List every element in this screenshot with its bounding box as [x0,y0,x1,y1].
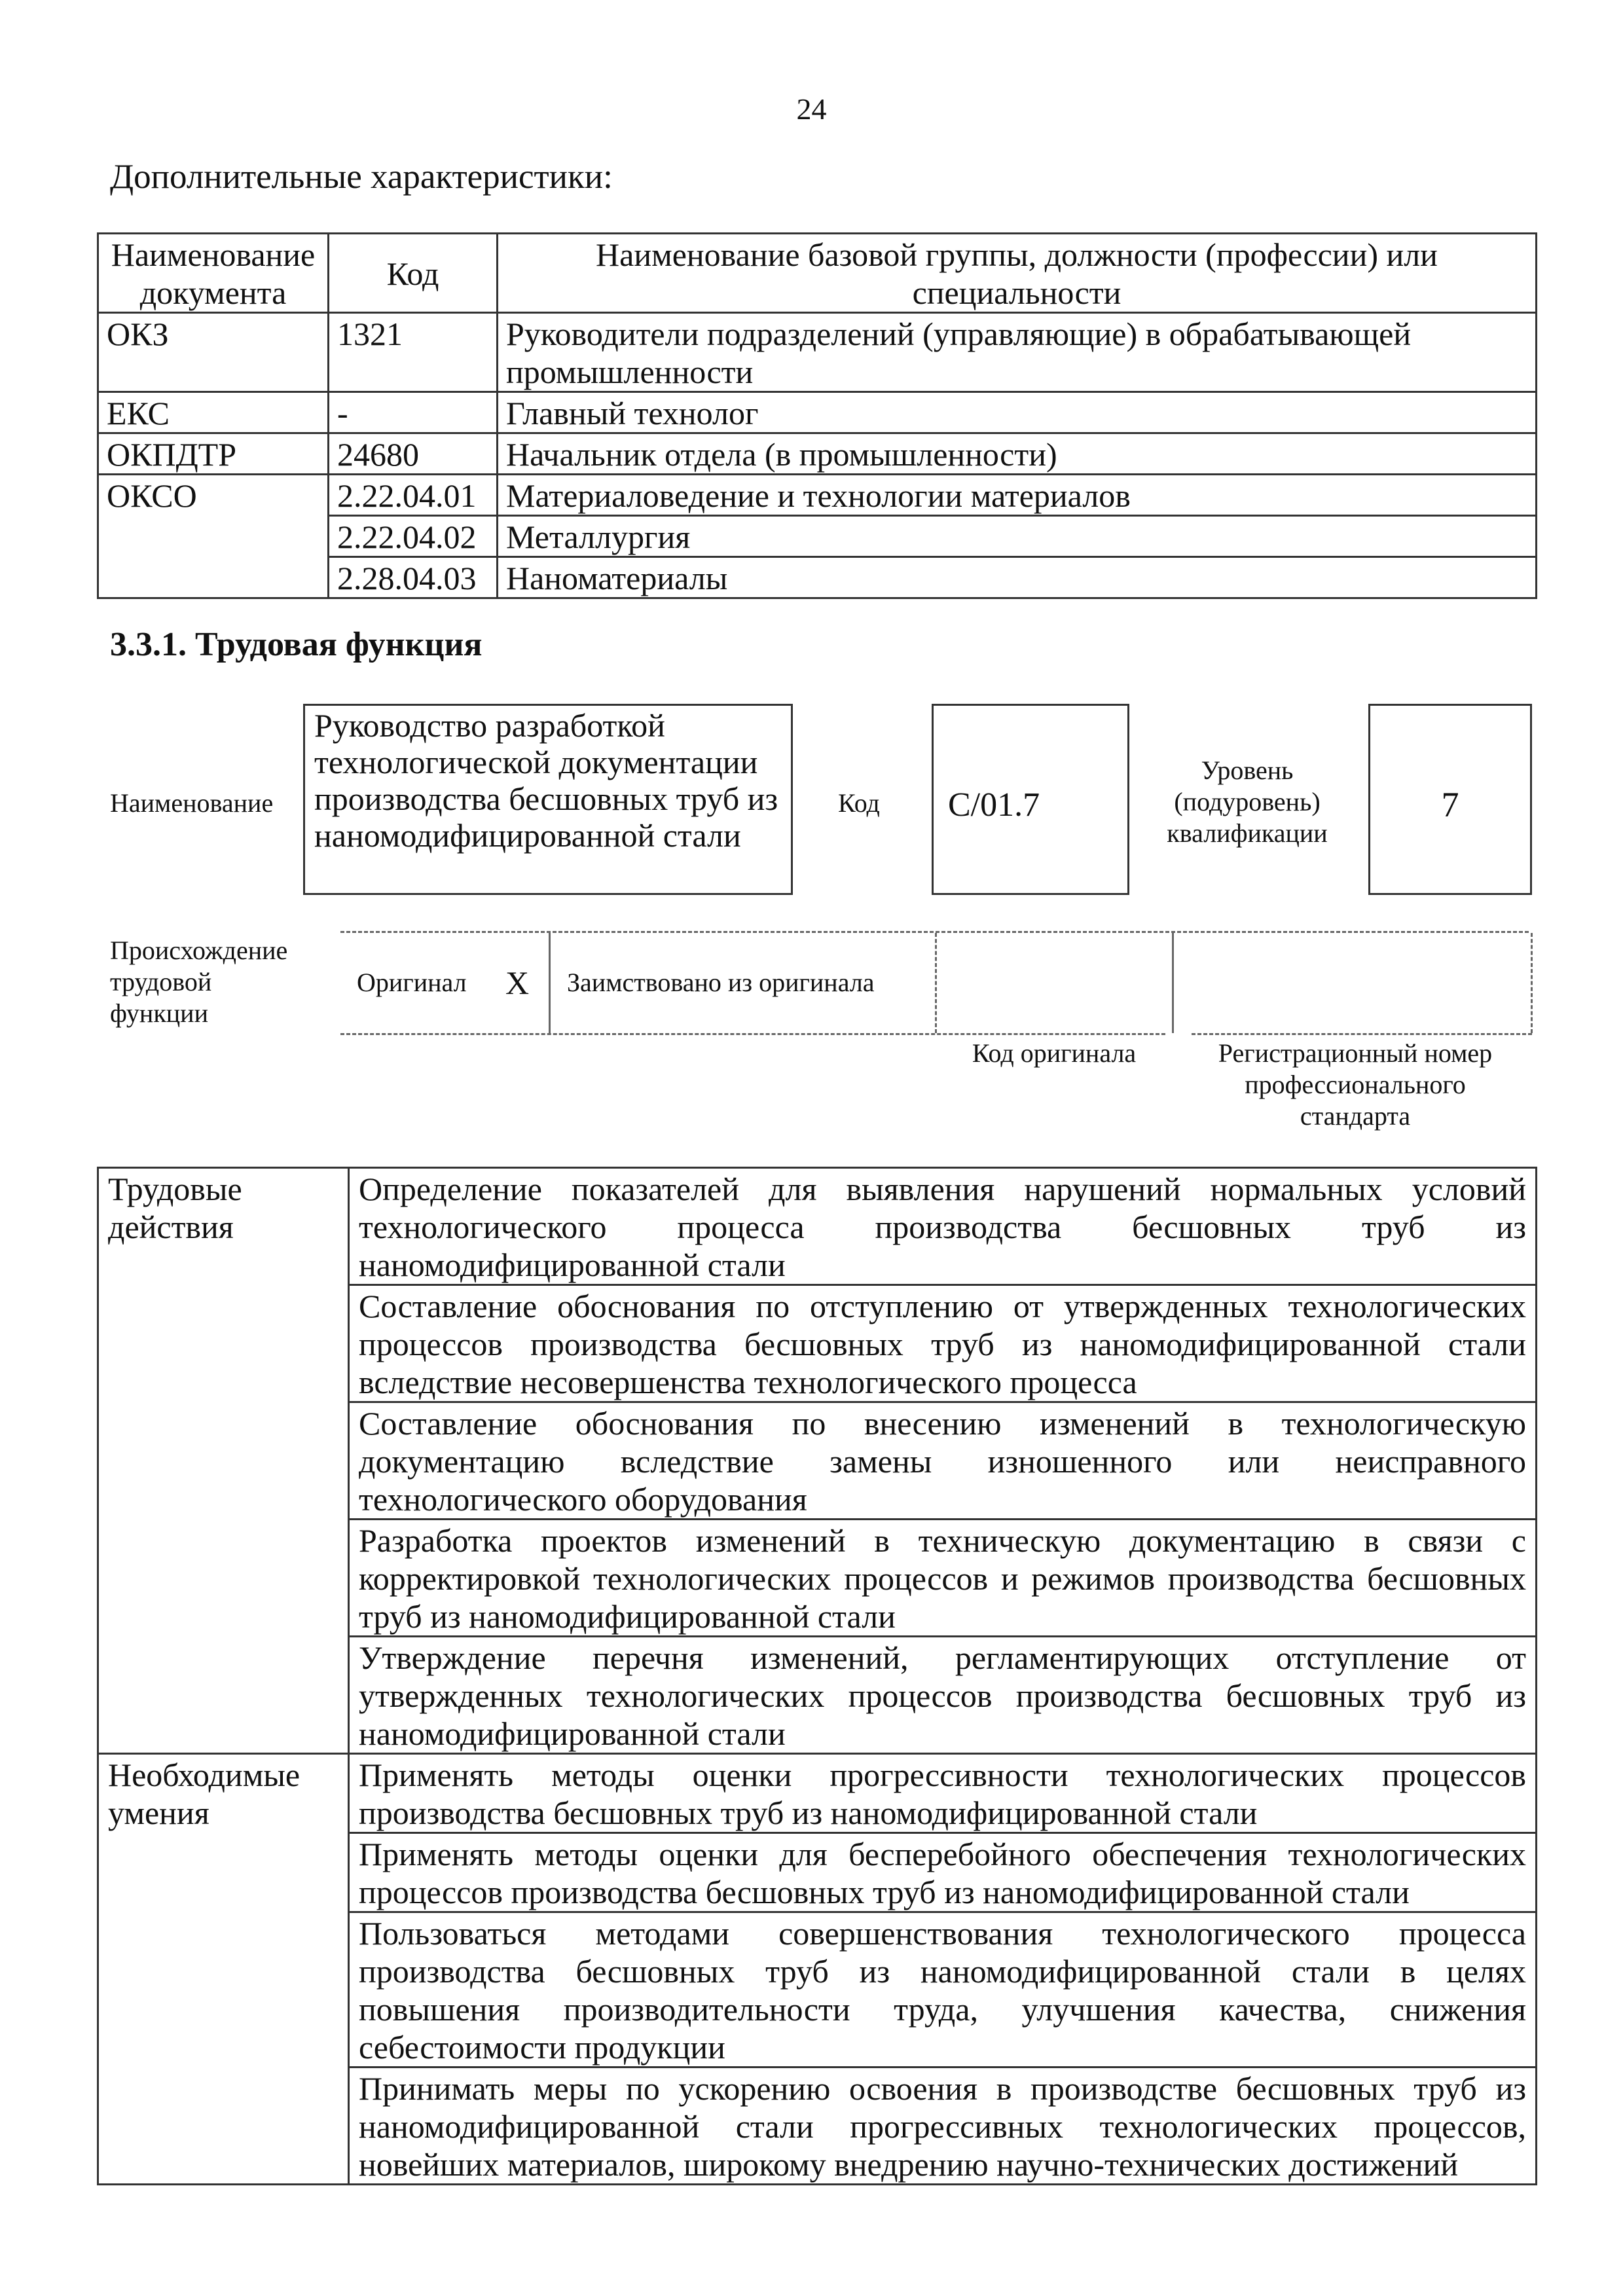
row-code: 24680 [329,433,498,475]
row-name: Материаловедение и технологии материалов [498,475,1537,516]
row-code: - [329,392,498,433]
row-code: 1321 [329,313,498,392]
row-name: Металлургия [498,516,1537,557]
skill-item: Применять методы оценки прогрессивности технологических процессов производства бесшовных труб из наномодифицированной стали [349,1754,1537,1833]
origin-divider [1531,933,1533,1033]
original-code-label: Код оригинала [972,1038,1137,1068]
qualification-level-box [1368,704,1532,895]
header-name: Наименование базовой группы, должности (профессии) или специальности [498,234,1537,313]
table-row [98,313,1537,392]
action-item: Составление обоснования по отступлению от утвержденных технологических процессов производства бесшовных труб из наномодифицированной стали вследствие несовершенства технологического процесса [349,1285,1537,1402]
origin-bottom-border [1192,1033,1532,1035]
origin-divider [935,933,937,1033]
table-row [98,475,1537,516]
origin-bottom-border [340,1033,1165,1035]
origin-divider [1172,933,1174,1033]
function-details-table [97,1167,1537,2185]
skill-item: Принимать меры по ускорению освоения в производстве бесшовных труб из наномодифицированной стали прогрессивных технологических процессов, новейших материалов, широкому внедрению научно-технических достижений [349,2068,1537,2185]
origin-label: Происхождение трудовой функции [110,936,288,1028]
name-label: Наименование [110,788,274,818]
function-name-box [303,704,793,895]
actions-label: Трудовые действия [98,1168,349,1754]
row-name: Главный технолог [498,392,1537,433]
qualification-level-label: Уровень (подуровень) квалификации [1167,756,1328,848]
row-name: Начальник отдела (в промышленности) [498,433,1537,475]
table-header-row [98,234,1537,313]
additional-characteristics-title: Дополнительные характеристики: [110,158,613,196]
skill-item: Пользоваться методами совершенствования технологического процесса производства бесшовных труб из наномодифицированной стали в целях повышения производительности труда, улучшения качества, снижения себестоимости продукции [349,1912,1537,2068]
row-code: 2.22.04.02 [329,516,498,557]
function-code-box [932,704,1129,895]
code-label: Код [838,788,880,818]
original-mark: X [505,964,530,1001]
row-code: 2.22.04.01 [329,475,498,516]
additional-characteristics-table [97,232,1537,599]
row-name: Наноматериалы [498,557,1537,598]
skills-label: Необходимые умения [98,1754,349,2185]
function-code-value: C/01.7 [948,786,1040,824]
header-code: Код [329,234,498,313]
action-item: Составление обоснования по внесению изменений в технологическую документацию вследствие замены изношенного или неисправного технологического оборудования [349,1402,1537,1520]
row-name: Руководители подразделений (управляющие) в обрабатывающей промышленности [498,313,1537,392]
row-doc: ОКЗ [98,313,329,392]
row-doc: ОКПДТР [98,433,329,475]
row-code: 2.28.04.03 [329,557,498,598]
row-doc: ОКСО [98,475,329,598]
table-row [98,433,1537,475]
qualification-level-value: 7 [1441,785,1459,824]
action-item: Утверждение перечня изменений, регламентирующих отступление от утвержденных технологических процессов производства бесшовных труб из наномодифицированной стали [349,1637,1537,1754]
action-item: Разработка проектов изменений в техническую документацию в связи с корректировкой технологических процессов и режимов производства бесшовных труб из наномодифицированной стали [349,1520,1537,1637]
origin-divider [549,933,551,1033]
table-row [98,1168,1537,1285]
header-doc: Наименование документа [98,234,329,313]
row-doc: ЕКС [98,392,329,433]
skill-item: Применять методы оценки для бесперебойного обеспечения технологических процессов производства бесшовных труб из наномодифицированной стали [349,1833,1537,1912]
function-name-value: Руководство разработкой технологической документации производства бесшовных труб из наномодифицированной стали [314,707,778,854]
section-title: 3.3.1. Трудовая функция [110,626,483,663]
borrowed-label: Заимствовано из оригинала [567,968,875,997]
action-item: Определение показателей для выявления нарушений нормальных условий технологического процесса производства бесшовных труб из наномодифицированной стали [349,1168,1537,1285]
page-number: 24 [796,92,827,126]
original-label: Оригинал [357,968,467,997]
reg-number-label: Регистрационный номер профессионального стандарта [1218,1038,1493,1131]
table-row [98,1754,1537,1833]
table-row [98,392,1537,433]
